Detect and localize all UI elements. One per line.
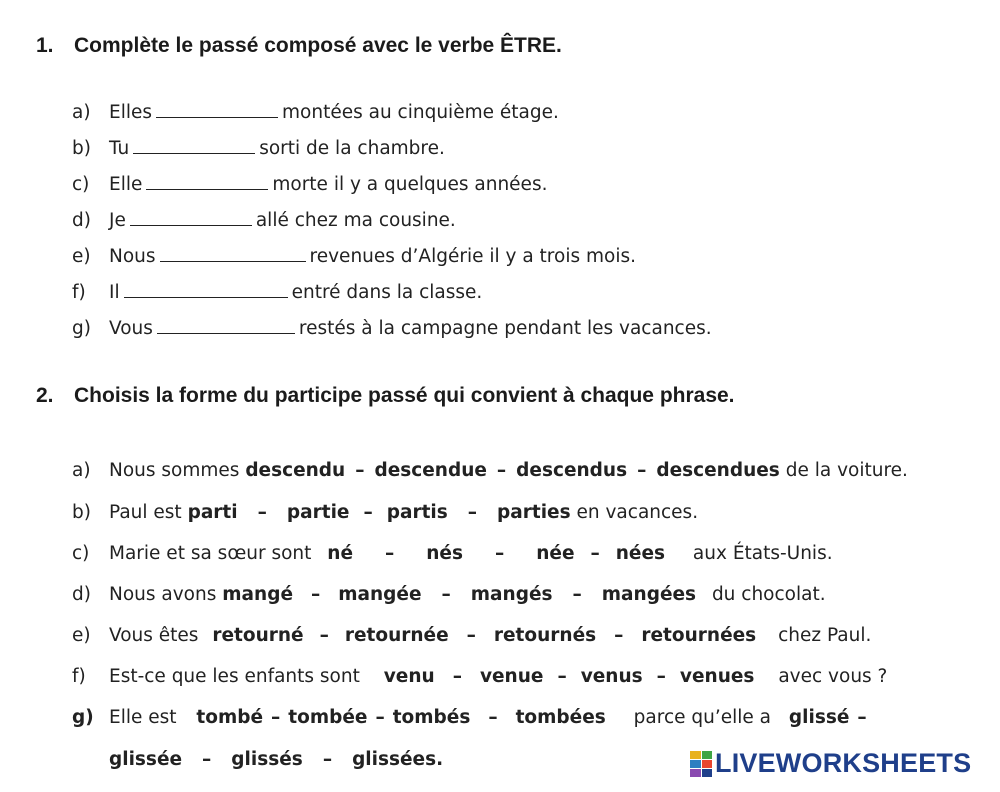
item-rest: chez Paul.	[778, 625, 872, 646]
choice-option[interactable]: né	[327, 543, 353, 564]
item-lead: Est-ce que les enfants sont	[109, 666, 360, 687]
choice-separator: –	[311, 584, 321, 605]
item-rest: allé chez ma cousine.	[255, 210, 456, 231]
choice-separator: –	[494, 543, 505, 564]
choice-option[interactable]: descendues	[656, 460, 780, 481]
choice-option[interactable]: venus	[580, 666, 643, 687]
logo-text: LIVEWORKSHEETS	[715, 748, 972, 778]
item-label: g)	[72, 707, 94, 728]
item-rest: en vacances.	[576, 502, 699, 523]
item-rest: avec vous ?	[778, 666, 888, 687]
item-label: a)	[72, 102, 91, 123]
item-label: f)	[72, 282, 86, 303]
choice-option[interactable]: glissés	[231, 749, 303, 770]
liveworksheets-logo[interactable]	[690, 748, 971, 779]
exercise-1-item-d	[72, 210, 456, 231]
choice-option[interactable]: descendus	[516, 460, 628, 481]
answer-blank[interactable]	[157, 318, 295, 334]
item-label: f)	[72, 666, 86, 687]
item-subject: Je	[109, 210, 126, 231]
item-rest: aux États-Unis.	[692, 543, 833, 564]
choice-option[interactable]: parties	[497, 502, 571, 523]
item-subject: Elle	[109, 174, 143, 195]
item-label: d)	[72, 210, 91, 231]
item-rest: de la voiture.	[785, 460, 908, 481]
choice-separator: –	[452, 666, 462, 687]
choice-option[interactable]: nées	[615, 543, 666, 564]
exercise-1-item-e	[72, 246, 636, 267]
section-number: 2.	[36, 384, 54, 407]
choice-separator: –	[441, 584, 451, 605]
exercise-2-item-c	[72, 543, 833, 564]
item-label: e)	[72, 246, 91, 267]
item-lead: Nous avons	[109, 584, 217, 605]
choice-option[interactable]: glissé	[788, 707, 850, 728]
item-lead: Marie et sa sœur sont	[109, 543, 312, 564]
answer-blank[interactable]	[130, 210, 252, 226]
item-rest: sorti de la chambre.	[259, 138, 445, 159]
choice-option[interactable]: mangées	[601, 584, 697, 605]
choice-option[interactable]: glissées.	[352, 749, 444, 770]
choice-option[interactable]: parti	[187, 502, 238, 523]
item-middle: parce qu’elle a	[633, 707, 771, 728]
item-lead: Vous êtes	[109, 625, 199, 646]
section-title: Complète le passé composé avec le verbe ÊTRE.	[74, 34, 562, 57]
choice-option[interactable]: retourné	[212, 625, 304, 646]
choice-option[interactable]: tombée	[288, 707, 368, 728]
choice-option[interactable]: partie	[286, 502, 350, 523]
item-rest: revenues d’Algérie il y a trois mois.	[309, 246, 636, 267]
choice-separator: –	[375, 707, 385, 728]
choice-option[interactable]: nés	[426, 543, 463, 564]
item-subject: Nous	[109, 246, 156, 267]
item-label: g)	[72, 318, 91, 339]
choice-separator: –	[857, 707, 867, 728]
item-lead: Elle est	[109, 707, 177, 728]
exercise-2-item-g	[72, 707, 867, 728]
exercise-1-item-g	[72, 318, 712, 339]
answer-blank[interactable]	[133, 138, 255, 154]
item-label: e)	[72, 625, 91, 646]
choice-separator: –	[202, 749, 212, 770]
answer-blank[interactable]	[146, 174, 268, 190]
choice-option[interactable]: descendue	[374, 460, 487, 481]
section-title: Choisis la forme du participe passé qui convient à chaque phrase.	[74, 384, 735, 407]
section-2-heading	[36, 384, 735, 408]
choice-option[interactable]: retournée	[344, 625, 449, 646]
choice-option[interactable]: venue	[479, 666, 544, 687]
choice-separator: –	[363, 502, 373, 523]
item-label: c)	[72, 543, 90, 564]
choice-option[interactable]: tombées	[515, 707, 606, 728]
choice-separator: –	[656, 666, 666, 687]
item-label: b)	[72, 502, 91, 523]
choice-separator: –	[557, 666, 567, 687]
item-label: c)	[72, 174, 90, 195]
exercise-2-item-d	[72, 584, 826, 605]
choice-separator: –	[572, 584, 582, 605]
choice-option[interactable]: tombés	[392, 707, 471, 728]
exercise-2-item-g-continued	[72, 749, 443, 770]
item-subject: Elles	[109, 102, 152, 123]
choice-separator: –	[271, 707, 281, 728]
choice-separator: –	[614, 625, 624, 646]
choice-option[interactable]: partis	[386, 502, 448, 523]
item-label: a)	[72, 460, 91, 481]
choice-separator: –	[257, 502, 267, 523]
choice-separator: –	[322, 749, 333, 770]
exercise-1-item-f	[72, 282, 482, 303]
choice-separator: –	[590, 543, 600, 564]
choice-option[interactable]: mangé	[222, 584, 293, 605]
item-rest: entré dans la classe.	[291, 282, 483, 303]
exercise-2-item-e	[72, 625, 871, 646]
exercise-2-item-b	[72, 502, 698, 523]
item-rest: restés à la campagne pendant les vacances.	[298, 318, 712, 339]
choice-option[interactable]: tombé	[196, 707, 264, 728]
item-subject: Il	[109, 282, 120, 303]
choice-option[interactable]: mangés	[470, 584, 553, 605]
choice-option[interactable]: retournées	[641, 625, 757, 646]
choice-separator: –	[466, 625, 476, 646]
choice-option[interactable]: glissée	[109, 749, 183, 770]
item-lead: Nous sommes	[109, 460, 240, 481]
answer-blank[interactable]	[156, 102, 278, 118]
item-rest: montées au cinquième étage.	[282, 102, 559, 123]
choice-separator: –	[355, 460, 365, 481]
item-lead: Paul est	[109, 502, 182, 523]
item-subject: Vous	[109, 318, 153, 339]
choice-separator: –	[637, 460, 647, 481]
answer-blank[interactable]	[124, 282, 288, 298]
choice-separator: –	[488, 707, 498, 728]
logo-mark-icon	[690, 751, 712, 777]
exercise-2-item-a	[72, 460, 908, 481]
choice-option[interactable]: venu	[383, 666, 435, 687]
section-number: 1.	[36, 34, 54, 57]
choice-separator: –	[385, 543, 395, 564]
exercise-1-item-b	[72, 138, 445, 159]
exercise-2-item-f	[72, 666, 887, 687]
answer-blank[interactable]	[160, 246, 306, 262]
choice-option[interactable]: retournés	[493, 625, 597, 646]
item-subject: Tu	[109, 138, 130, 159]
choice-separator: –	[467, 502, 478, 523]
exercise-1-item-a	[72, 102, 559, 123]
choice-option[interactable]: née	[536, 543, 575, 564]
item-rest: du chocolat.	[711, 584, 826, 605]
item-label: d)	[72, 584, 91, 605]
choice-option[interactable]: venues	[679, 666, 755, 687]
exercise-1-item-c	[72, 174, 547, 195]
choice-option[interactable]: mangée	[338, 584, 422, 605]
choice-separator: –	[319, 625, 329, 646]
item-label: b)	[72, 138, 91, 159]
item-rest: morte il y a quelques années.	[272, 174, 548, 195]
choice-separator: –	[496, 460, 507, 481]
choice-option[interactable]: descendu	[245, 460, 346, 481]
section-1-heading	[36, 34, 562, 58]
